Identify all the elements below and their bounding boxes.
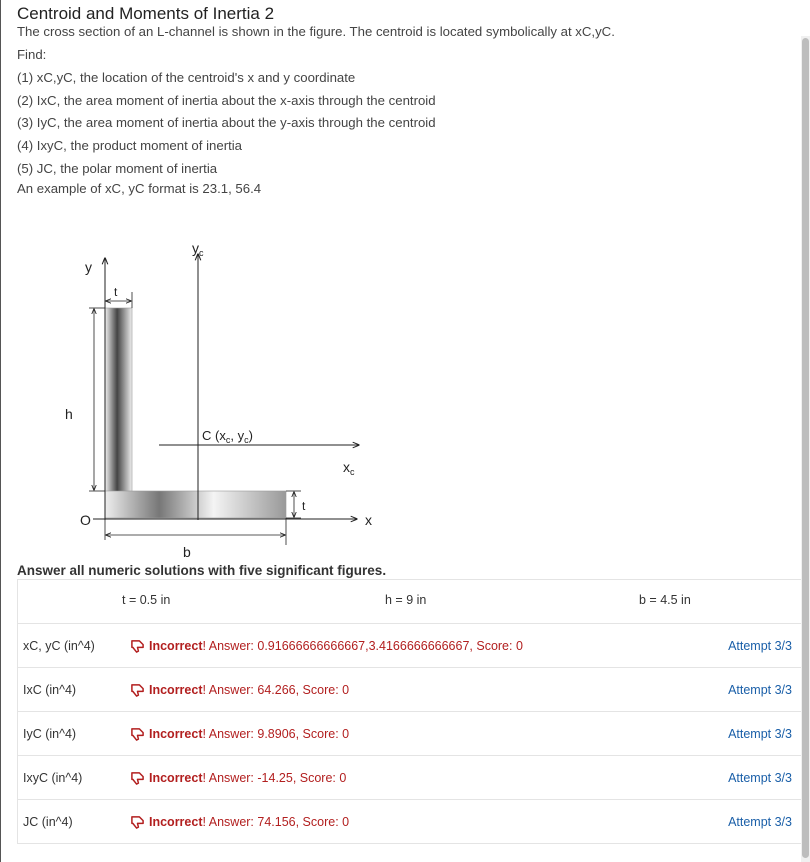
scrollbar-thumb[interactable] xyxy=(802,38,809,858)
answer-text: ! Answer: 74.156, Score: 0 xyxy=(202,815,350,829)
centroid-label: C ($x_c$, $y_c$) xyxy=(202,428,253,445)
row-label: xC, yC (in^4) xyxy=(23,639,95,653)
row-result xyxy=(130,683,349,697)
origin-label: O xyxy=(80,512,91,528)
thumbs-down-icon xyxy=(130,727,145,741)
result-row xyxy=(18,756,802,800)
row-result xyxy=(130,771,346,785)
param-t: t = 0.5 in xyxy=(122,593,171,607)
incorrect-label: Incorrect xyxy=(149,639,203,653)
xc-axis-label: $x_c$ xyxy=(343,459,355,477)
incorrect-label: Incorrect xyxy=(149,771,203,785)
thumbs-down-icon xyxy=(130,639,145,653)
y-axis-label: y xyxy=(85,259,92,275)
thumbs-down-icon xyxy=(130,683,145,697)
attempt-link[interactable]: Attempt 3/3 xyxy=(728,683,792,697)
attempt-link[interactable]: Attempt 3/3 xyxy=(728,727,792,741)
incorrect-label: Incorrect xyxy=(149,815,203,829)
yc-axis-label: $y_c$ xyxy=(192,240,204,258)
result-row xyxy=(18,624,802,668)
results-table xyxy=(17,579,803,844)
find-item: (5) JC, the polar moment of inertia xyxy=(17,160,218,176)
find-item: (4) IxyC, the product moment of inertia xyxy=(17,138,243,154)
answer-text: ! Answer: -14.25, Score: 0 xyxy=(202,771,347,785)
result-row xyxy=(18,668,802,712)
row-label: IyC (in^4) xyxy=(23,727,77,741)
find-item: (2) IxC, the area moment of inertia about the x-axis through the centroid xyxy=(17,92,436,108)
find-list xyxy=(17,69,436,182)
parameters-row xyxy=(18,580,802,624)
answer-text: ! Answer: 0.91666666666667,3.4166666666667, Score: 0 xyxy=(202,639,523,653)
thumbs-down-icon xyxy=(130,815,145,829)
result-row xyxy=(18,800,802,844)
format-example: An example of xC, yC format is 23.1, 56.4 xyxy=(17,181,262,196)
attempt-link[interactable]: Attempt 3/3 xyxy=(728,639,792,653)
l-channel-figure xyxy=(61,240,381,560)
find-item: (3) IyC, the area moment of inertia about the y-axis through the centroid xyxy=(17,115,436,131)
param-h: h = 9 in xyxy=(385,593,427,607)
param-b: b = 4.5 in xyxy=(639,593,691,607)
row-result xyxy=(130,727,349,741)
row-result xyxy=(130,639,523,653)
find-label: Find: xyxy=(17,47,47,62)
vertical-leg xyxy=(105,308,132,492)
attempt-link[interactable]: Attempt 3/3 xyxy=(728,815,792,829)
x-axis-label: x xyxy=(365,512,372,528)
t-top-label: t xyxy=(114,285,118,299)
instructions: Answer all numeric solutions with five significant figures. xyxy=(17,563,387,578)
row-result xyxy=(130,815,349,829)
answer-text: ! Answer: 9.8906, Score: 0 xyxy=(202,727,350,741)
result-row xyxy=(18,712,802,756)
attempt-link[interactable]: Attempt 3/3 xyxy=(728,771,792,785)
t-right-label: t xyxy=(302,499,306,513)
find-item: (1) xC,yC, the location of the centroid's x and y coordinate xyxy=(17,70,356,85)
thumbs-down-icon xyxy=(130,771,145,785)
row-label: IxyC (in^4) xyxy=(23,771,83,785)
problem-title: Centroid and Moments of Inertia 2 xyxy=(17,4,275,23)
b-label: b xyxy=(183,544,191,560)
row-label: JC (in^4) xyxy=(23,815,73,829)
answer-text: ! Answer: 64.266, Score: 0 xyxy=(202,683,350,697)
horizontal-leg xyxy=(105,491,286,518)
row-label: IxC (in^4) xyxy=(23,683,77,697)
problem-description: The cross section of an L-channel is shown in the figure. The centroid is located symbolically at xC,yC. xyxy=(17,24,615,39)
incorrect-label: Incorrect xyxy=(149,683,203,697)
incorrect-label: Incorrect xyxy=(149,727,203,741)
h-label: h xyxy=(65,406,73,422)
